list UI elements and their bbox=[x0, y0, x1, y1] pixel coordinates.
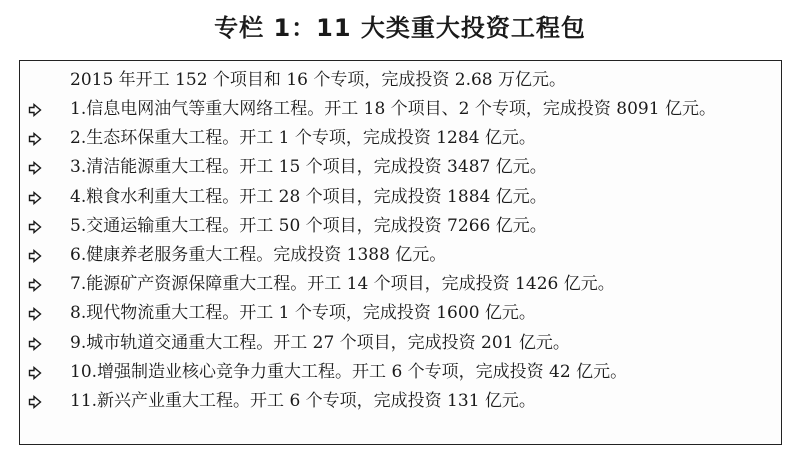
list-item bbox=[20, 212, 781, 241]
column-title: 专栏 1：11 大类重大投资工程包 bbox=[214, 14, 586, 42]
list-item-text: 6.健康养老服务重大工程。完成投资 1388 亿元。 bbox=[70, 244, 447, 265]
arrow-bullet-icon bbox=[28, 191, 42, 205]
summary-text: 2015 年开工 152 个项目和 16 个专项，完成投资 2.68 万亿元。 bbox=[70, 70, 567, 90]
list-item bbox=[20, 95, 781, 124]
list-item bbox=[20, 299, 781, 328]
list-item-text: 9.城市轨道交通重大工程。开工 27 个项目，完成投资 201 亿元。 bbox=[70, 332, 570, 353]
column-box bbox=[19, 60, 782, 445]
list-item bbox=[20, 270, 781, 299]
arrow-bullet-icon bbox=[28, 220, 42, 234]
list-item bbox=[20, 124, 781, 153]
list-item-text: 5.交通运输重大工程。开工 50 个项目，完成投资 7266 亿元。 bbox=[70, 215, 547, 236]
list-item bbox=[20, 358, 781, 387]
arrow-bullet-icon bbox=[28, 103, 42, 117]
list-item-text: 10.增强制造业核心竞争力重大工程。开工 6 个专项，完成投资 42 亿元。 bbox=[70, 361, 628, 382]
arrow-bullet-icon bbox=[28, 161, 42, 175]
list-item bbox=[20, 153, 781, 182]
arrow-bullet-icon bbox=[28, 395, 42, 409]
arrow-bullet-icon bbox=[28, 132, 42, 146]
arrow-bullet-icon bbox=[28, 337, 42, 351]
list-item-text: 8.现代物流重大工程。开工 1 个专项，完成投资 1600 亿元。 bbox=[70, 303, 536, 324]
list-item bbox=[20, 241, 781, 270]
list-item-text: 3.清洁能源重大工程。开工 15 个项目，完成投资 3487 亿元。 bbox=[70, 157, 547, 178]
list-item-text: 11.新兴产业重大工程。开工 6 个专项，完成投资 131 亿元。 bbox=[70, 390, 536, 411]
list-item bbox=[20, 183, 781, 212]
list-item-text: 4.粮食水利重大工程。开工 28 个项目，完成投资 1884 亿元。 bbox=[70, 186, 547, 207]
arrow-bullet-icon bbox=[28, 307, 42, 321]
arrow-bullet-icon bbox=[28, 249, 42, 263]
arrow-bullet-icon bbox=[28, 366, 42, 380]
list-item bbox=[20, 329, 781, 358]
list-item-text: 2.生态环保重大工程。开工 1 个专项，完成投资 1284 亿元。 bbox=[70, 128, 536, 149]
project-list bbox=[20, 95, 781, 416]
list-item-text: 7.能源矿产资源保障重大工程。开工 14 个项目，完成投资 1426 亿元。 bbox=[70, 274, 615, 295]
list-item-text: 1.信息电网油气等重大网络工程。开工 18 个项目、2 个专项，完成投资 8091 亿元。 bbox=[70, 99, 716, 119]
arrow-bullet-icon bbox=[28, 278, 42, 292]
list-item bbox=[20, 387, 781, 416]
